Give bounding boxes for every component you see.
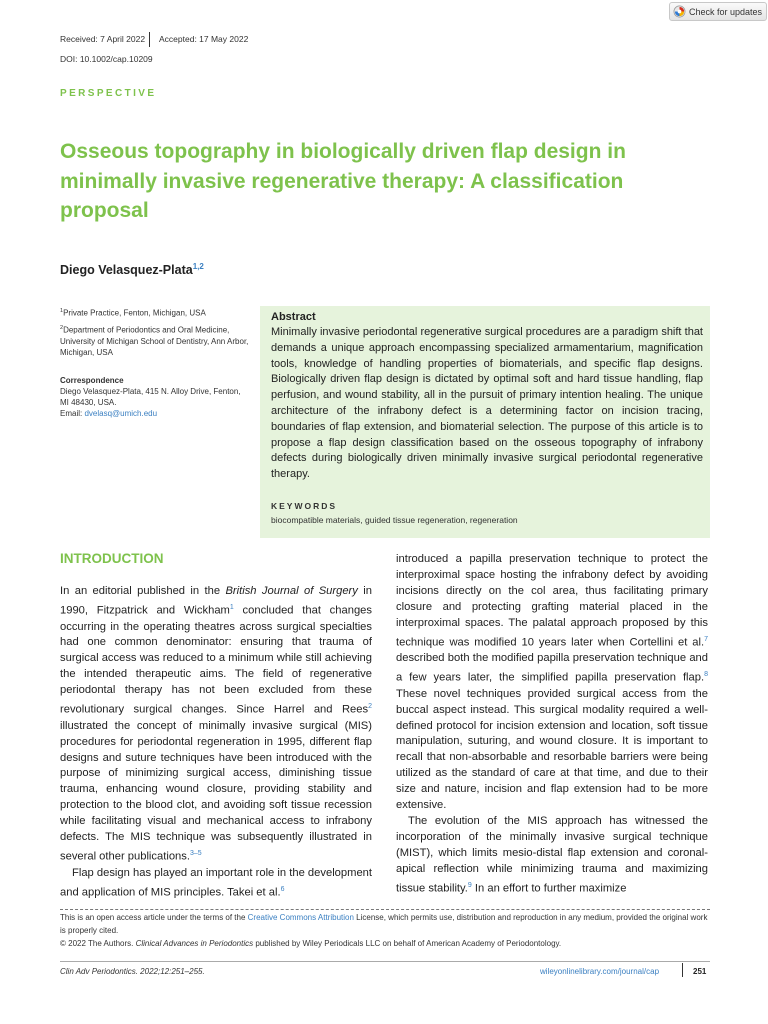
citation-ref[interactable]: 9 xyxy=(467,881,472,889)
text: described both the modified papilla preservation technique and a few years later, the simplified papilla preservation flap. xyxy=(396,652,708,684)
body-column-left xyxy=(60,584,372,901)
citation-text: Clin Adv Periodontics. 2022;12:251–255. xyxy=(60,967,205,976)
journal-name: Clinical Advances in Periodontics xyxy=(135,939,254,948)
license-note xyxy=(60,912,712,937)
footer-divider xyxy=(60,961,710,962)
paragraph xyxy=(60,584,372,866)
correspondence-email-line xyxy=(60,408,250,419)
correspondence-title: Correspondence xyxy=(60,376,124,385)
abstract-title: Abstract xyxy=(271,311,316,323)
article-title: Osseous topography in biologically driven flap design in minimally invasive regenerative therapy: A classification proposal xyxy=(60,140,626,222)
affiliation-1 xyxy=(60,306,250,319)
received-date: Received: 7 April 2022 xyxy=(60,34,146,44)
journal-url-link[interactable]: wileyonlinelibrary.com/journal/cap xyxy=(540,967,660,976)
author-affil-ref[interactable]: 1,2 xyxy=(192,262,204,271)
affiliation-number: 2 xyxy=(60,325,64,331)
citation-line xyxy=(60,967,205,976)
text: published by Wiley Periodicals LLC on behalf of American Academy of Periodontology. xyxy=(253,939,562,948)
paragraph xyxy=(396,552,708,814)
affiliation-number: 1 xyxy=(60,308,64,314)
keywords-title: KEYWORDS xyxy=(271,501,338,511)
text: In an effort to further maximize xyxy=(471,882,627,895)
email-label: Email: xyxy=(60,409,83,418)
text: In an editorial published in the xyxy=(60,585,226,597)
text: These novel techniques provided surgical access from the buccal aspect instead. This surgical modality required a well-defined protocol for incision extension and location, soft tissue manipulation, suturing, and wound closure. It is important to recall that non-absorbable and resorbable barriers were being utilized as the standard of care at that time, and due to their size and nature, incision and flap extension had to be more extensive. xyxy=(396,687,708,812)
check-for-updates-button[interactable] xyxy=(669,2,767,21)
text: © 2022 The Authors. xyxy=(60,939,136,948)
accepted-date: Accepted: 17 May 2022 xyxy=(159,34,249,44)
footnote-divider xyxy=(60,909,710,910)
text: Flap design has played an important role in the development and application of MIS principles. Takei et al. xyxy=(60,866,372,899)
affiliation-text: Private Practice, Fenton, Michigan, USA xyxy=(63,308,206,318)
correspondence xyxy=(60,375,250,419)
body-column-right xyxy=(396,552,708,897)
affiliation-text: Department of Periodontics and Oral Medicine, University of Michigan School of Dentistry, Ann Arbor, Michigan, USA xyxy=(60,325,249,357)
text: License, which permits use, distribution and reproduction in any medium, provided the original work is properly cited. xyxy=(60,913,708,935)
citation-ref[interactable]: 6 xyxy=(280,885,285,893)
doi: DOI: 10.1002/cap.10209 xyxy=(60,54,153,64)
email-link[interactable]: dvelasq@umich.edu xyxy=(84,409,158,418)
citation-ref[interactable]: 2 xyxy=(368,703,372,711)
article-type-label: PERSPECTIVE xyxy=(60,88,157,99)
check-updates-icon xyxy=(673,5,686,18)
text: This is an open access article under the terms of the xyxy=(60,913,248,922)
abstract-box xyxy=(260,306,710,538)
paragraph xyxy=(60,866,372,902)
text: in 1990, Fitzpatrick and Wickham xyxy=(60,585,372,617)
correspondence-address: Diego Velasquez-Plata, 415 N. Alloy Drive, Fenton, MI 48430, USA. xyxy=(60,387,241,407)
page-number: 251 xyxy=(693,967,707,976)
text: concluded that changes occurring in the operating theatres across surgical specialties had one common denominator: ensuring that trauma of surgical access was reduced to a minimum while still achieving the intended therapeutic aims. The field of regenerative periodontal therapy has not been excluded from these revolutionary surgical changes. Since Harrel and Rees xyxy=(60,604,372,716)
citation-ref[interactable]: 1 xyxy=(229,603,234,611)
meta-divider xyxy=(149,32,150,47)
journal-name: British Journal of Surgery xyxy=(225,585,358,597)
citation-ref[interactable]: 7 xyxy=(704,635,708,643)
abstract-text: Minimally invasive periodontal regenerative surgical procedures are a paradigm shift that demands a unique approach encompassing specialized armamentarium, magnification tools, knowledge of handling properties of biomaterials, and specific flap designs. Biologically driven flap design is dictated by optimal soft and hard tissue handling, flap perfusion, and wound stability, all in the pursuit of primary intention healing. The unique architecture of the infrabony defect is a determining factor on incision tracing, boundaries of flap extension, and biomaterial selection. The purpose of this article is to propose a flap design classification based on the osseous topography of infrabony defects during biologically driven minimally invasive surgical periodontal regenerative therapy. xyxy=(271,326,703,481)
footer-separator xyxy=(682,963,683,977)
text: introduced a papilla preservation technique to protect the interproximal space hosting the infrabony defect by avoiding incisions directly on the col area, thus facilitating primary closure and protecting grafting material placed in the interproximal spaces. The palatal approach proposed by this technique was modified 10 years later when Cortellini et al. xyxy=(396,553,708,649)
author-line xyxy=(60,262,204,277)
paragraph xyxy=(396,814,708,897)
keywords-text: biocompatible materials, guided tissue regeneration, regeneration xyxy=(271,515,518,525)
citation-ref[interactable]: 3–5 xyxy=(189,849,202,857)
copyright-note xyxy=(60,938,712,951)
introduction-heading: INTRODUCTION xyxy=(60,551,164,566)
license-link[interactable]: Creative Commons Attribution xyxy=(247,913,354,922)
author-name: Diego Velasquez-Plata xyxy=(60,263,193,278)
text: illustrated the concept of minimally invasive surgical (MIS) procedures for periodontal regeneration in 1995, different flap designs and suture techniques have been introduced with the purpose of minimizing surgical access, diminishing tissue trauma, enhancing wound closure, providing stability and protection to the blood clot, and avoiding soft tissue recession while facilitating visual and mechanical access to infrabony defects. The MIS technique was subsequently illustrated in several other publications. xyxy=(60,719,372,863)
affiliation-2 xyxy=(60,323,250,358)
text: The evolution of the MIS approach has witnessed the incorporation of the minimally invasive surgical technique (MIST), which limits mesio-distal flap extension and coronal-apical reflection while minimizing trauma and maximizing tissue stability. xyxy=(396,814,708,895)
citation-ref[interactable]: 8 xyxy=(704,671,708,679)
check-updates-label: Check for updates xyxy=(689,6,763,17)
